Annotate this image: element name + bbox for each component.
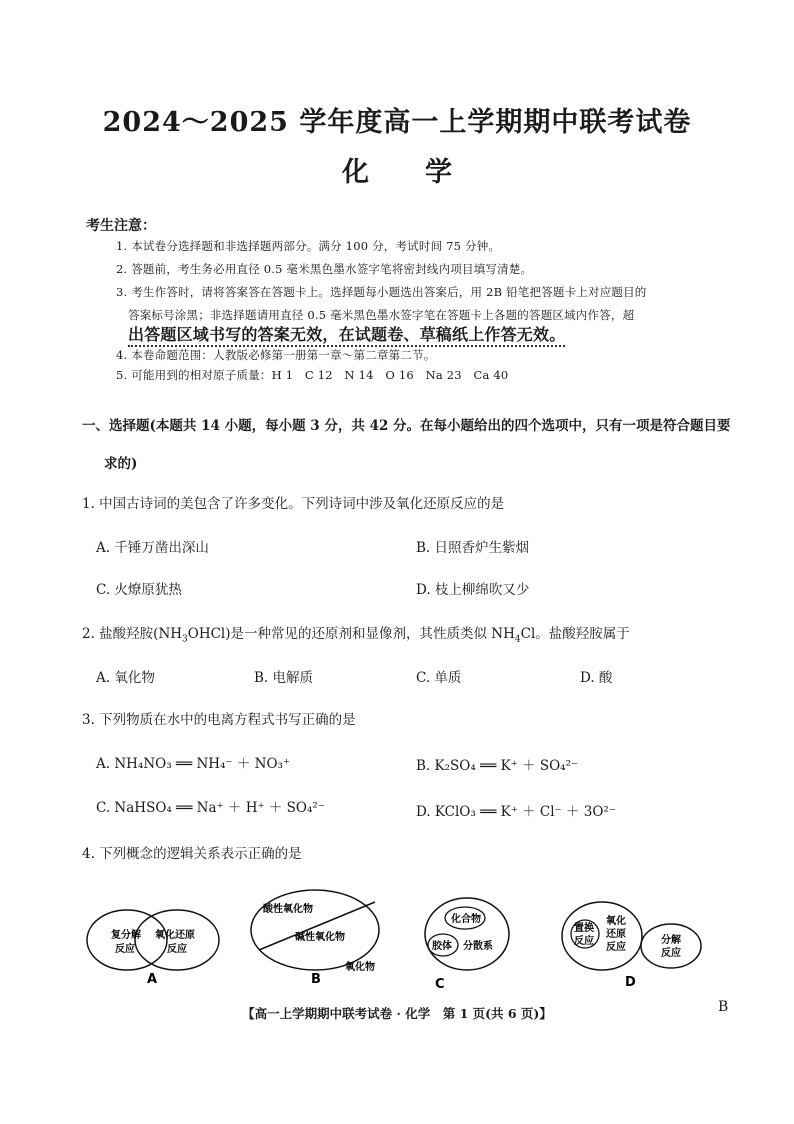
notice-item-2: 2. 答题前，考生务必用直径 0.5 毫米黑色墨水签字笔将密封线内项目填写清楚。 bbox=[116, 262, 533, 276]
q3-option-d: D. KClO₃ ══ K⁺ ＋ Cl⁻ ＋ 3O²⁻ bbox=[416, 804, 616, 820]
diagram-d bbox=[562, 902, 701, 990]
diagram-d-outer-2: 反应 bbox=[661, 948, 681, 959]
diagram-a-left-2: 反应 bbox=[115, 944, 135, 955]
q2-stem-sub2: 4 bbox=[514, 634, 521, 645]
section-heading-line2: 求的) bbox=[104, 456, 138, 472]
q2-option-a: A. 氧化物 bbox=[96, 670, 155, 686]
section-heading-line1: 一、选择题(本题共 14 小题，每小题 3 分，共 42 分。在每小题给出的四个选项中，只有一项是符合题目要 bbox=[82, 418, 731, 434]
subject-char-1: 化 bbox=[342, 157, 369, 188]
diagram-c-inner1: 化合物 bbox=[451, 914, 481, 925]
exam-title: 2024～2025 学年度高一上学期期中联考试卷 bbox=[102, 107, 692, 138]
notice-item-3-emphasis: 出答题区域书写的答案无效，在试题卷、草稿纸上作答无效。 bbox=[128, 322, 565, 347]
diagram-a-right-1: 氧化还原 bbox=[155, 930, 195, 941]
diagram-b-label: B bbox=[311, 972, 321, 987]
diagram-d-inner1-1: 置换 bbox=[574, 923, 594, 934]
q2-option-b: B. 电解质 bbox=[254, 670, 314, 686]
question-3-stem: 3. 下列物质在水中的电离方程式书写正确的是 bbox=[82, 712, 356, 728]
q2-stem-part3: Cl。盐酸羟胺属于 bbox=[520, 626, 630, 642]
q3-option-c: C. NaHSO₄ ══ Na⁺ ＋ H⁺ ＋ SO₄²⁻ bbox=[96, 800, 325, 816]
question-2-stem bbox=[82, 622, 630, 645]
diagram-a-left-1: 复分解 bbox=[111, 930, 141, 941]
notice-item-3-cont: 答案标号涂黑；非选择题请用直径 0.5 毫米黑色墨水签字笔在答题卡上各题的答题区域内作答，超 bbox=[128, 308, 635, 322]
diagram-d-label: D bbox=[625, 975, 636, 990]
q1-option-b: B. 日照香炉生紫烟 bbox=[416, 540, 530, 556]
q1-option-c: C. 火燎原犹热 bbox=[96, 582, 182, 598]
concept-diagrams bbox=[85, 888, 725, 998]
diagram-c-inner2: 胶体 bbox=[432, 941, 452, 952]
notice-heading: 考生注意： bbox=[86, 218, 156, 234]
q2-stem-part1: 2. 盐酸羟胺(NH bbox=[82, 626, 183, 642]
q1-option-a: A. 千锤万凿出深山 bbox=[96, 540, 209, 556]
diagram-d-inner2-3: 反应 bbox=[606, 942, 626, 953]
page-footer: 【高一上学期期中联考试卷 · 化学 第 1 页(共 6 页)】 bbox=[242, 1006, 552, 1021]
q2-stem-part2: OHCl)是一种常见的还原剂和显像剂，其性质类似 NH bbox=[187, 626, 515, 642]
notice-item-5: 5. 可能用到的相对原子质量：H 1 C 12 N 14 O 16 Na 23 Ca 40 bbox=[116, 368, 509, 382]
diagram-c-inner3: 分散系 bbox=[463, 941, 493, 952]
notice-item-1: 1. 本试卷分选择题和非选择题两部分。满分 100 分，考试时间 75 分钟。 bbox=[116, 239, 501, 253]
diagram-b-outer: 氧化物 bbox=[345, 962, 375, 973]
diagram-a-right-2: 反应 bbox=[167, 944, 187, 955]
q2-stem-sub1: 3 bbox=[182, 634, 188, 645]
q2-option-c: C. 单质 bbox=[416, 670, 462, 686]
question-4-stem: 4. 下列概念的逻辑关系表示正确的是 bbox=[82, 846, 302, 862]
notice-item-3: 3. 考生作答时，请将答案答在答题卡上。选择题每小题选出答案后，用 2B 铅笔把答题卡上对应题目的 bbox=[116, 285, 647, 299]
q1-option-d: D. 枝上柳绵吹又少 bbox=[416, 582, 530, 598]
subject-char-2: 学 bbox=[425, 157, 452, 188]
diagram-b bbox=[251, 890, 379, 987]
notice-item-4: 4. 本卷命题范围：人教版必修第一册第一章～第二章第二节。 bbox=[116, 348, 436, 362]
question-1-stem: 1. 中国古诗词的美包含了许多变化。下列诗词中涉及氧化还原反应的是 bbox=[82, 496, 505, 512]
diagram-c bbox=[425, 898, 509, 992]
q3-option-a: A. NH₄NO₃ ══ NH₄⁻ ＋ NO₃⁺ bbox=[96, 756, 291, 772]
diagram-d-inner1-2: 反应 bbox=[574, 936, 594, 947]
diagram-d-inner2-1: 氧化 bbox=[606, 916, 626, 927]
diagram-b-mid: 碱性氧化物 bbox=[295, 932, 345, 943]
diagram-a-label: A bbox=[147, 972, 158, 987]
subject-title bbox=[0, 150, 794, 189]
diagram-d-outer-1: 分解 bbox=[661, 935, 681, 946]
q3-option-b: B. K₂SO₄ ══ K⁺ ＋ SO₄²⁻ bbox=[416, 758, 579, 774]
diagram-c-label: C bbox=[435, 977, 445, 992]
q2-option-d: D. 酸 bbox=[580, 670, 613, 686]
diagram-a bbox=[87, 910, 219, 987]
corner-mark: B bbox=[718, 999, 729, 1015]
diagram-d-inner2-2: 还原 bbox=[606, 929, 626, 940]
diagram-b-top: 酸性氧化物 bbox=[263, 904, 313, 915]
